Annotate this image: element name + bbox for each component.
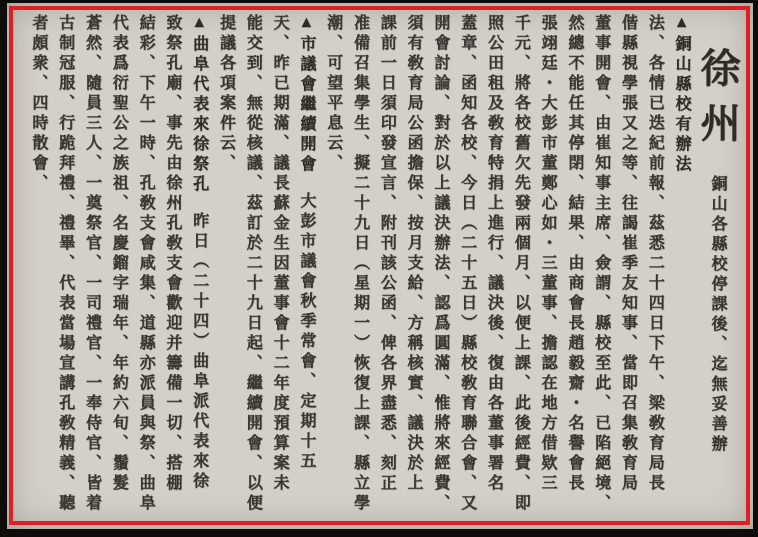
text-column — [399, 14, 426, 517]
text-column — [158, 14, 185, 517]
text-column — [238, 14, 265, 517]
text-column — [346, 14, 373, 517]
column-text: 提議各項案件云、 — [217, 14, 235, 174]
column-text: 董事開會、由崔知事主席、僉謂、縣校至此、已陷絕境、 — [592, 14, 610, 514]
column-text: 蓋章、函知各校、今日（二十五日）縣校敎育聯合會、又 — [458, 14, 476, 514]
column-text: 法、各情已迭紀前報、茲悉二十四日下午、梁敎育局長 — [646, 14, 664, 494]
article-columns — [17, 14, 741, 517]
annotation-red-box — [9, 6, 750, 525]
text-column — [587, 14, 614, 517]
section-title: 徐州 — [695, 47, 740, 157]
column-text: 昨日（二十四）曲阜派代表來徐 — [190, 212, 208, 492]
text-column — [319, 14, 346, 517]
article-heading: ▲銅山縣校有辦法 — [673, 14, 690, 175]
title-column — [694, 14, 741, 517]
column-text: 張翊廷・大彭市董鄭心如・三董事、擔認在地方借欵三 — [539, 14, 557, 494]
text-column — [506, 14, 533, 517]
column-text: 天、昨已期滿、議長蘇金生因董事會十二年度預算案未 — [271, 14, 289, 494]
column-text: 代表爲衍聖公之族祖、名慶鎦字瑞年、年約六旬、鬚髮 — [110, 14, 128, 494]
text-column — [614, 14, 641, 517]
text-column — [640, 14, 667, 517]
column-text: 然總不能任其停閉、結果、由商會長趙毅齋・名譽會長 — [565, 14, 583, 494]
column-text: 開會討論、對於以上議決辦法、認爲圓滿、惟將來經費、 — [431, 14, 449, 514]
text-column — [78, 14, 105, 517]
column-text: 須有敎育局公函擔保、按月支給、方稱核實、議決於上 — [405, 14, 423, 494]
text-column — [24, 14, 51, 517]
heading-column-article-2 — [292, 14, 319, 517]
column-text: 結彩、下午一時、孔敎支會咸集、道縣亦派員與祭、曲阜 — [137, 14, 155, 514]
text-column — [480, 14, 507, 517]
article-heading: ▲市議會繼續開會 — [297, 14, 315, 175]
column-text: 者頗衆、四時散會、 — [29, 14, 47, 194]
column-text: 千元、將各校舊欠先發兩個月、以便上課、此後經費、即 — [512, 14, 530, 514]
text-column — [426, 14, 453, 517]
text-column — [212, 14, 239, 517]
column-text: 能交到、無從核議、茲訂於二十九日起、繼續開會、以便 — [244, 14, 262, 514]
column-text: 照公田租及敎育特捐上進行、議決後、復由各董事署名 — [485, 14, 503, 494]
column-text: 致祭孔廟、事先由徐州孔敎支會歡迎并籌備一切、搭棚 — [163, 14, 181, 494]
text-column — [560, 14, 587, 517]
heading-column-article-1 — [667, 14, 694, 517]
column-text: 大彭市議會秋季常會、定期十五 — [297, 192, 315, 472]
text-column — [51, 14, 78, 517]
column-text: 潮、可望平息云、 — [324, 14, 342, 174]
article-heading: ▲曲阜代表來徐祭孔 — [190, 14, 208, 195]
column-text: 古制冠服、行跪拜禮、禮畢、代表當場宣講孔敎精義、聽 — [56, 14, 74, 514]
text-column — [453, 14, 480, 517]
heading-column-article-3 — [185, 14, 212, 517]
column-text: 准備召集學生、擬二十九日（星期一）恢復上課、縣立學 — [351, 14, 369, 514]
column-text: 銅山各縣校停課後、迄無妥善辦 — [709, 175, 726, 455]
text-column — [265, 14, 292, 517]
text-column — [372, 14, 399, 517]
text-column — [131, 14, 158, 517]
column-text: 課前一日須印發宣言、附刊該公函、俾各界盡悉、刻正 — [378, 14, 396, 494]
newsprint-paper — [7, 3, 753, 529]
text-column — [104, 14, 131, 517]
column-text: 蒼然、隨員三人、一奠祭官、一司禮官、一奉侍官、皆着 — [83, 14, 101, 514]
text-column — [533, 14, 560, 517]
column-text: 偕縣視學張又之等、往謁崔季友知事、當即召集敎育局 — [619, 14, 637, 494]
